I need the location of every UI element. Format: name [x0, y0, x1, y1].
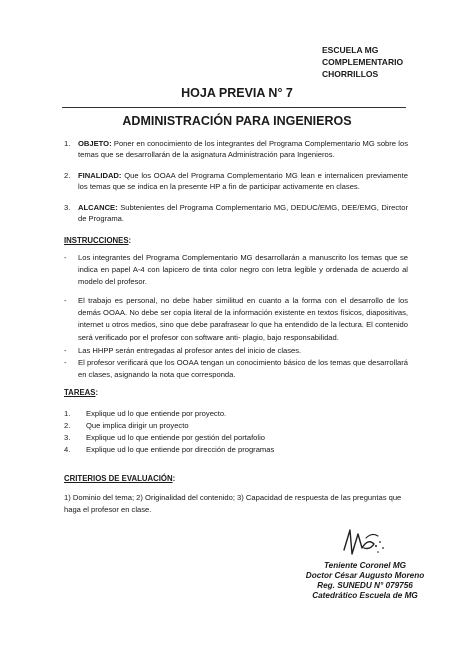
task-item — [64, 444, 408, 455]
signer-position: Catedrático Escuela de MG — [312, 591, 418, 600]
item-text: Poner en conocimiento de los integrantes del Programa Complementario MG sobre los temas que se desarrollarán de la asignatura Administración para Ingenieros. — [78, 139, 408, 159]
objective-item — [64, 138, 408, 160]
bullet-text: El profesor verificará que los OOAA tengan un conocimiento básico de los temas que desarrollará en clases, asignando la nota que corresponda. — [78, 358, 408, 380]
task-number: 2. — [64, 421, 71, 430]
institution-line: ESCUELA MG — [322, 45, 379, 55]
task-item — [64, 420, 408, 431]
item-text: Subtenientes del Programa Complementario MG, DEDUC/EMG, DEE/EMG, Director de Programa. — [78, 203, 408, 223]
bullet-dash: - — [64, 296, 67, 305]
item-number: 3. — [64, 203, 71, 212]
task-number: 4. — [64, 445, 71, 454]
institution-line: CHORRILLOS — [322, 69, 379, 79]
instructions-title: INSTRUCCIONES — [64, 236, 129, 245]
task-text: Que implica dirigir un proyecto — [86, 421, 189, 430]
criteria-title: CRITERIOS DE EVALUACIÓN — [64, 474, 173, 483]
signer-name: Doctor César Augusto Moreno — [305, 571, 425, 580]
signer-rank: Teniente Coronel MG — [323, 561, 407, 570]
tasks-heading — [64, 388, 98, 397]
title-divider — [62, 107, 406, 108]
tasks-title: TAREAS — [64, 388, 96, 397]
instruction-bullet — [64, 295, 408, 344]
bullet-dash: - — [64, 358, 67, 367]
task-number: 3. — [64, 433, 71, 442]
bullet-text: Las HHPP serán entregadas al profesor antes del inicio de clases. — [78, 346, 302, 355]
scope-item — [64, 202, 408, 224]
institution-header — [322, 44, 462, 80]
item-number: 2. — [64, 171, 71, 180]
task-text: Explique ud lo que entiende por gestión del portafolio — [86, 433, 266, 442]
bullet-text: Los integrantes del Programa Complementario MG desarrollarán a manuscrito los temas que se indica en papel A-4 con lapicero de tinta color negro con letra legible y ordenada de acuerdo al modelo del profesor. — [78, 253, 408, 287]
criteria-heading — [64, 474, 175, 483]
bullet-dash: - — [64, 253, 67, 262]
task-text: Explique ud lo que entiende por dirección de programas — [86, 445, 275, 454]
task-number: 1. — [64, 409, 71, 418]
instructions-title-suffix: : — [128, 236, 132, 245]
criteria-text: 1) Dominio del tema; 2) Originalidad del contenido; 3) Capacidad de respuesta de las preguntas que haga el profesor en clase. — [64, 493, 402, 514]
task-item — [64, 432, 408, 443]
purpose-item — [64, 170, 408, 192]
instruction-bullet — [64, 345, 408, 357]
instruction-bullet — [64, 357, 408, 381]
course-title: ADMINISTRACIÓN PARA INGENIEROS — [122, 114, 352, 128]
item-label: OBJETO: — [78, 139, 112, 148]
item-label: FINALIDAD: — [78, 171, 122, 180]
signature-block — [290, 561, 440, 601]
instructions-heading — [64, 236, 131, 245]
criteria-title-suffix: : — [172, 474, 176, 483]
handwritten-signature — [340, 520, 390, 562]
institution-line: COMPLEMENTARIO — [322, 57, 404, 67]
instruction-bullet — [64, 252, 408, 289]
signer-registration: Reg. SUNEDU N° 079756 — [317, 581, 413, 590]
tasks-title-suffix: : — [95, 388, 99, 397]
item-text: Que los OOAA del Programa Complementario MG lean e internalicen previamente los temas que se indica en la presente HP a fin de participar activamente en clases. — [78, 171, 408, 191]
item-label: ALCANCE: — [78, 203, 118, 212]
task-text: Explique ud lo que entiende por proyecto. — [86, 409, 227, 418]
item-number: 1. — [64, 139, 71, 148]
bullet-text: El trabajo es personal, no debe haber similitud en cuanto a la forma con el desarrollo de los demás OOAA. No debe ser copia literal de la información existente en textos físicos, diapositivas, internet u otros medios, sino que debe parafrasear lo que ha entendido de la lectura. El contenido será verificado por el profesor con software anti- plagio, bajo responsabilidad. — [78, 296, 408, 342]
document-title: HOJA PREVIA N° 7 — [181, 86, 293, 100]
task-item — [64, 408, 408, 419]
bullet-dash: - — [64, 346, 67, 355]
